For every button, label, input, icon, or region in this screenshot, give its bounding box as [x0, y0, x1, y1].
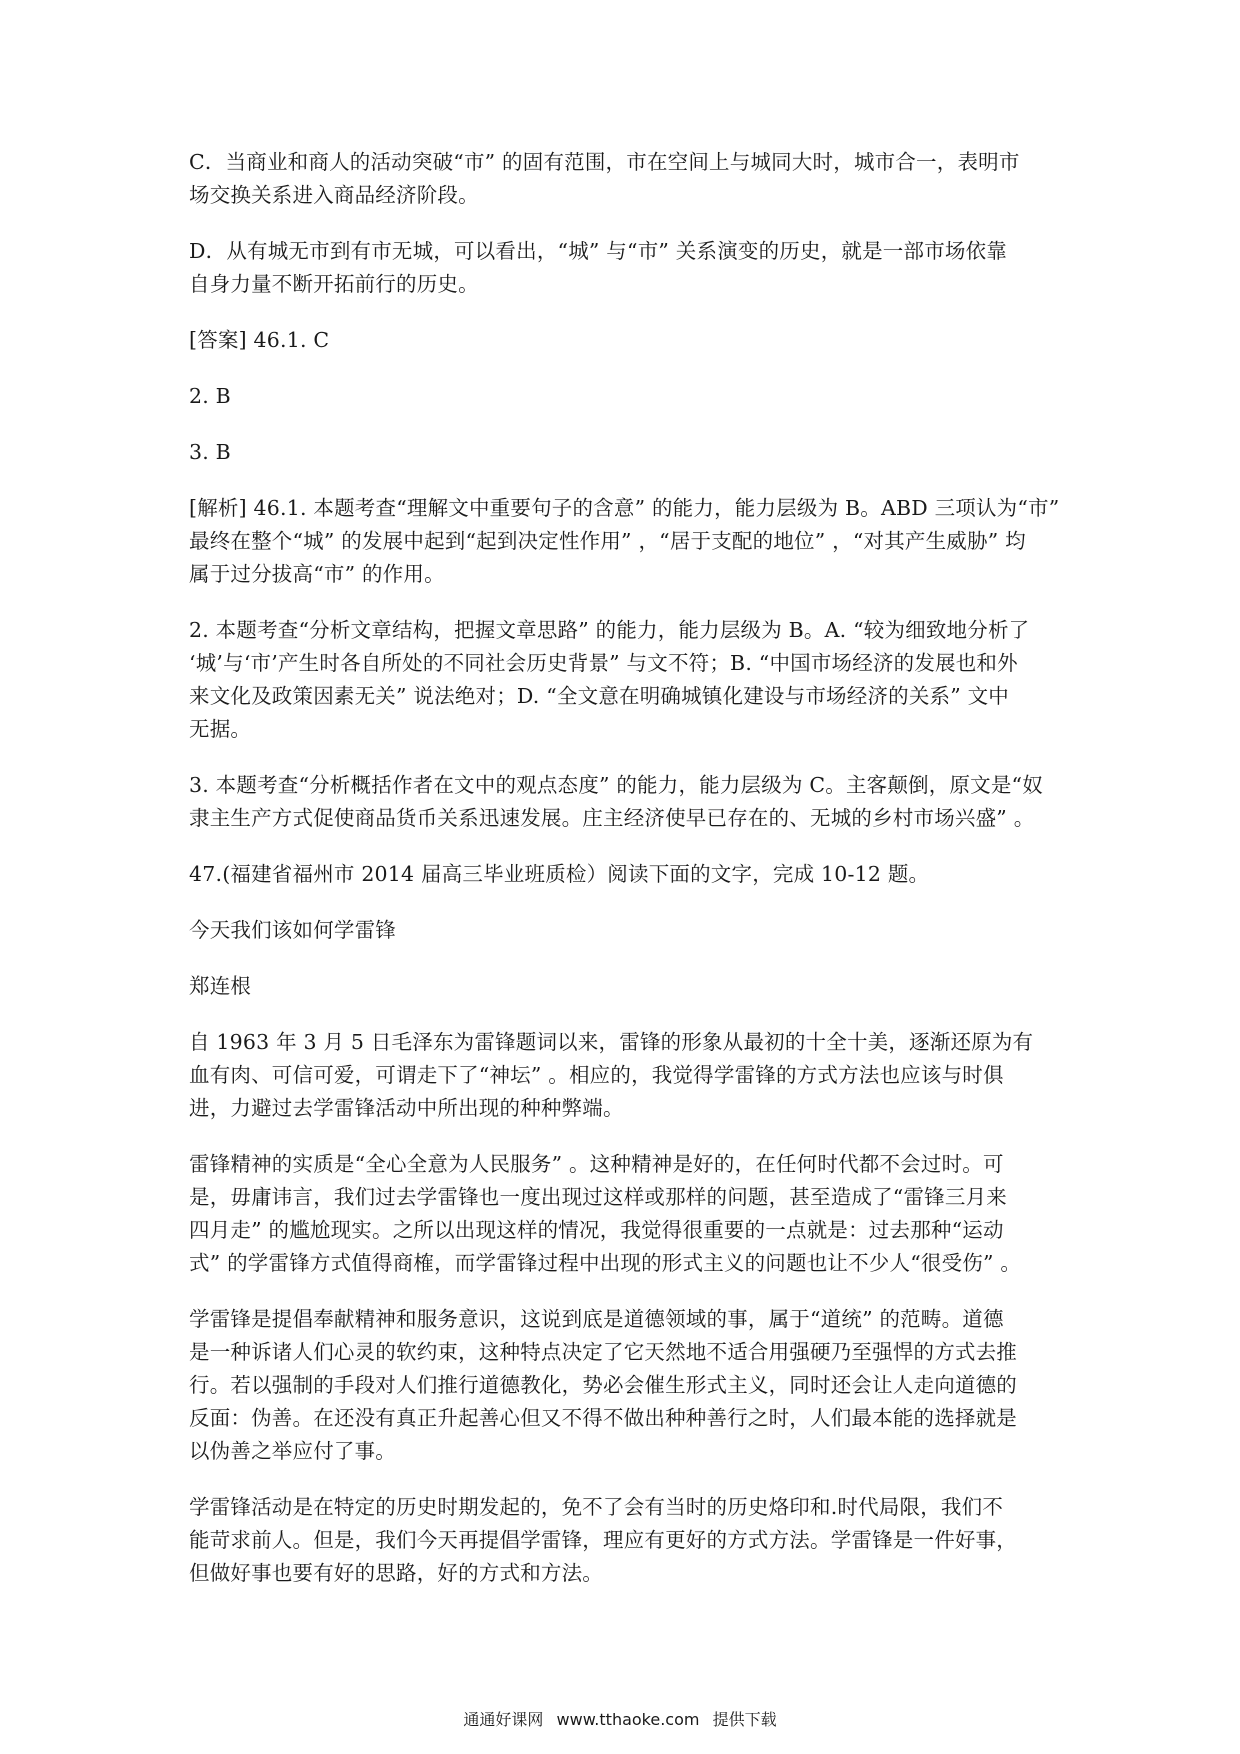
- text-line: 3. B: [189, 440, 231, 464]
- text-line: [答案] 46.1. C: [189, 328, 330, 352]
- paragraph-article-p2: [189, 1148, 1051, 1280]
- text-line: C．当商业和商人的活动突破“市” 的固有范围，市在空间上与城同大时，城市合一，表明市: [189, 150, 1020, 174]
- paragraph-answer-2: [189, 380, 1051, 413]
- text-line: 2. 本题考查“分析文章结构，把握文章思路” 的能力，能力层级为 B。A. “较为细致地分析了: [189, 618, 1030, 642]
- paragraph-article-title: [189, 914, 1051, 947]
- text-line: [解析] 46.1. 本题考查“理解文中重要句子的含意” 的能力，能力层级为 B。ABD 三项认为“市”: [189, 496, 1060, 520]
- text-line: 是，毋庸讳言，我们过去学雷锋也一度出现过这样或那样的问题，甚至造成了“雷锋三月来: [189, 1185, 1007, 1209]
- text-line: 自 1963 年 3 月 5 日毛泽东为雷锋题词以来，雷锋的形象从最初的十全十美，逐渐还原为有: [189, 1030, 1034, 1054]
- text-line: 能苛求前人。但是，我们今天再提倡学雷锋，理应有更好的方式方法。学雷锋是一件好事，: [189, 1528, 1017, 1552]
- text-line: 无据。: [189, 717, 252, 741]
- text-line: 进，力避过去学雷锋活动中所出现的种种弊端。: [189, 1096, 624, 1120]
- text-line: 式” 的学雷锋方式值得商榷，而学雷锋过程中出现的形式主义的问题也让不少人“很受伤” 。: [189, 1251, 1022, 1275]
- text-line: 自身力量不断开拓前行的历史。: [189, 272, 479, 296]
- text-line: 学雷锋活动是在特定的历史时期发起的，免不了会有当时的历史烙印和.时代局限，我们不: [189, 1495, 1004, 1519]
- paragraph-question-47: [189, 858, 1051, 891]
- footer-url[interactable]: www.tthaoke.com: [556, 1710, 700, 1729]
- page-footer: [0, 1710, 1240, 1730]
- text-line: 是一种诉诸人们心灵的软约束，这种特点决定了它天然地不适合用强硬乃至强悍的方式去推: [189, 1340, 1017, 1364]
- paragraph-option-d: [189, 235, 1051, 301]
- paragraph-article-author: [189, 970, 1051, 1003]
- text-line: 雷锋精神的实质是“全心全意为人民服务” 。这种精神是好的，在任何时代都不会过时。可: [189, 1152, 1004, 1176]
- text-line: 反面：伪善。在还没有真正升起善心但又不得不做出种种善行之时，人们最本能的选择就是: [189, 1406, 1017, 1430]
- paragraph-answer: [189, 324, 1051, 357]
- paragraph-article-p3: [189, 1303, 1051, 1468]
- text-line: 来文化及政策因素无关” 说法绝对；D. “全文意在明确城镇化建设与市场经济的关系” 文中: [189, 684, 1010, 708]
- paragraph-analysis-3: [189, 769, 1051, 835]
- paragraph-article-p1: [189, 1026, 1051, 1125]
- text-line: 隶主生产方式促使商品货币关系迅速发展。庄主经济使早已存在的、无城的乡村市场兴盛” 。: [189, 806, 1035, 830]
- document-page: [189, 146, 1060, 1613]
- paragraph-analysis-1: [189, 492, 1060, 591]
- text-line: 以伪善之举应付了事。: [189, 1439, 396, 1463]
- paragraph-article-p4: [189, 1491, 1051, 1590]
- text-line: 47.(福建省福州市 2014 届高三毕业班质检）阅读下面的文字，完成 10-12 题。: [189, 862, 930, 886]
- text-line: 2. B: [189, 384, 231, 408]
- text-line: 郑连根: [189, 974, 252, 998]
- paragraph-analysis-2: [189, 614, 1051, 746]
- document-body: [189, 146, 1060, 1590]
- text-line: 学雷锋是提倡奉献精神和服务意识，这说到底是道德领域的事，属于“道统” 的范畴。道德: [189, 1307, 1004, 1331]
- text-line: 场交换关系进入商品经济阶段。: [189, 183, 479, 207]
- text-line: 四月走” 的尴尬现实。之所以出现这样的情况，我觉得很重要的一点就是：过去那种“运动: [189, 1218, 1004, 1242]
- paragraph-option-c: [189, 146, 1051, 212]
- text-line: D．从有城无市到有市无城，可以看出，“城” 与“市” 关系演变的历史，就是一部市场依靠: [189, 239, 1007, 263]
- text-line: 行。若以强制的手段对人们推行道德教化，势必会催生形式主义，同时还会让人走向道德的: [189, 1373, 1017, 1397]
- text-line: 血有肉、可信可爱，可谓走下了“神坛” 。相应的，我觉得学雷锋的方式方法也应该与时俱: [189, 1063, 1004, 1087]
- text-line: 今天我们该如何学雷锋: [189, 918, 396, 942]
- paragraph-answer-3: [189, 436, 1051, 469]
- text-line: 3. 本题考查“分析概括作者在文中的观点态度” 的能力，能力层级为 C。主客颠倒，原文是“奴: [189, 773, 1043, 797]
- text-line: ‘城’与‘市’产生时各自所处的不同社会历史背景” 与文不符；B. “中国市场经济的发展也和外: [189, 651, 1018, 675]
- text-line: 但做好事也要有好的思路，好的方式和方法。: [189, 1561, 603, 1585]
- text-line: 最终在整个“城” 的发展中起到“起到决定性作用” ，“居于支配的地位” ，“对其产生威胁” 均: [189, 529, 1026, 553]
- footer-site-name: 通通好课网: [463, 1710, 544, 1729]
- text-line: 属于过分拔高“市” 的作用。: [189, 562, 445, 586]
- footer-suffix: 提供下载: [712, 1710, 777, 1729]
